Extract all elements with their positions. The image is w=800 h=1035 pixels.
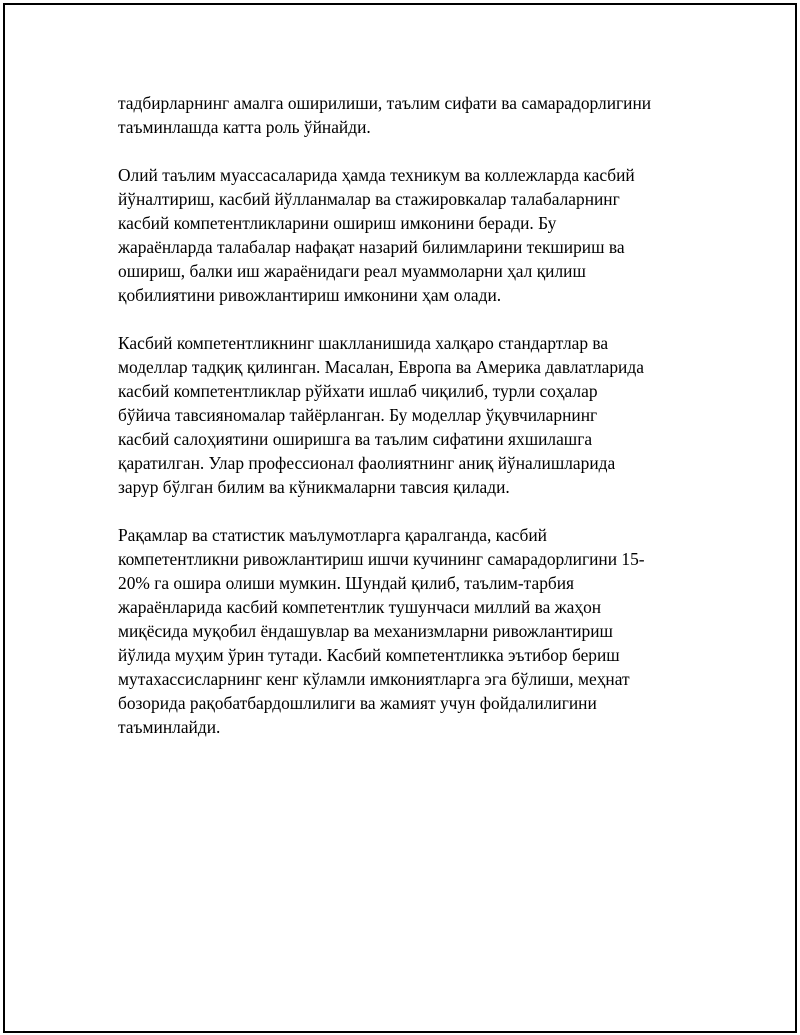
text-line: 20% га ошира олиши мумкин. Шундай қилиб, таълим-тарбия [118, 573, 575, 593]
text-line: жараёнларда талабалар нафақат назарий билимларини текшириш ва [118, 237, 625, 257]
text-line: бўйича тавсияномалар тайёрланган. Бу моделлар ўқувчиларнинг [118, 405, 598, 425]
text-line: касбий компетентликлар рўйхати ишлаб чиқилиб, турли соҳалар [118, 381, 598, 401]
text-line: ошириш, балки иш жараёнидаги реал муаммоларни ҳал қилиш [118, 261, 586, 281]
text-line: Рақамлар ва статистик маълумотларга қаралганда, касбий [118, 525, 547, 545]
paragraph-2 [118, 163, 683, 307]
text-line: тадбирларнинг амалга оширилиши, таълим сифати ва самарадорлигини [118, 93, 652, 113]
text-line: Олий таълим муассасаларида ҳамда техникум ва коллежларда касбий [118, 165, 635, 185]
text-line: Касбий компетентликнинг шаклланишида халқаро стандартлар ва [118, 333, 609, 353]
text-line: таъминлайди. [118, 717, 221, 737]
document-body [118, 91, 683, 763]
text-line: компетентликни ривожлантириш ишчи кучининг самарадорлигини 15- [118, 549, 645, 569]
paragraph-4 [118, 523, 683, 739]
text-line: қаратилган. Улар профессионал фаолиятнинг аниқ йўналишларида [118, 453, 616, 473]
paragraph-3 [118, 331, 683, 499]
text-line: миқёсида муқобил ёндашувлар ва механизмларни ривожлантириш [118, 621, 613, 641]
text-line: касбий компетентликларини ошириш имконини беради. Бу [118, 213, 557, 233]
text-line: касбий салоҳиятини оширишга ва таълим сифатини яхшилашга [118, 429, 593, 449]
paragraph-1 [118, 91, 683, 139]
text-line: моделлар тадқиқ қилинган. Масалан, Европа ва Америка давлатларида [118, 357, 644, 377]
text-line: зарур бўлган билим ва кўникмаларни тавсия қилади. [118, 477, 510, 497]
text-line: бозорида рақобатбардошлилиги ва жамият учун фойдалилигини [118, 693, 597, 713]
text-line: мутахассисларнинг кенг кўламли имкониятларга эга бўлиши, меҳнат [118, 669, 630, 689]
text-line: йўлида муҳим ўрин тутади. Касбий компетентликка эътибор бериш [118, 645, 620, 665]
text-line: жараёнларида касбий компетентлик тушунчаси миллий ва жаҳон [118, 597, 602, 617]
text-line: таъминлашда катта роль ўйнайди. [118, 117, 371, 137]
text-line: қобилиятини ривожлантириш имконини ҳам олади. [118, 285, 502, 305]
text-line: йўналтириш, касбий йўлланмалар ва стажировкалар талабаларнинг [118, 189, 620, 209]
